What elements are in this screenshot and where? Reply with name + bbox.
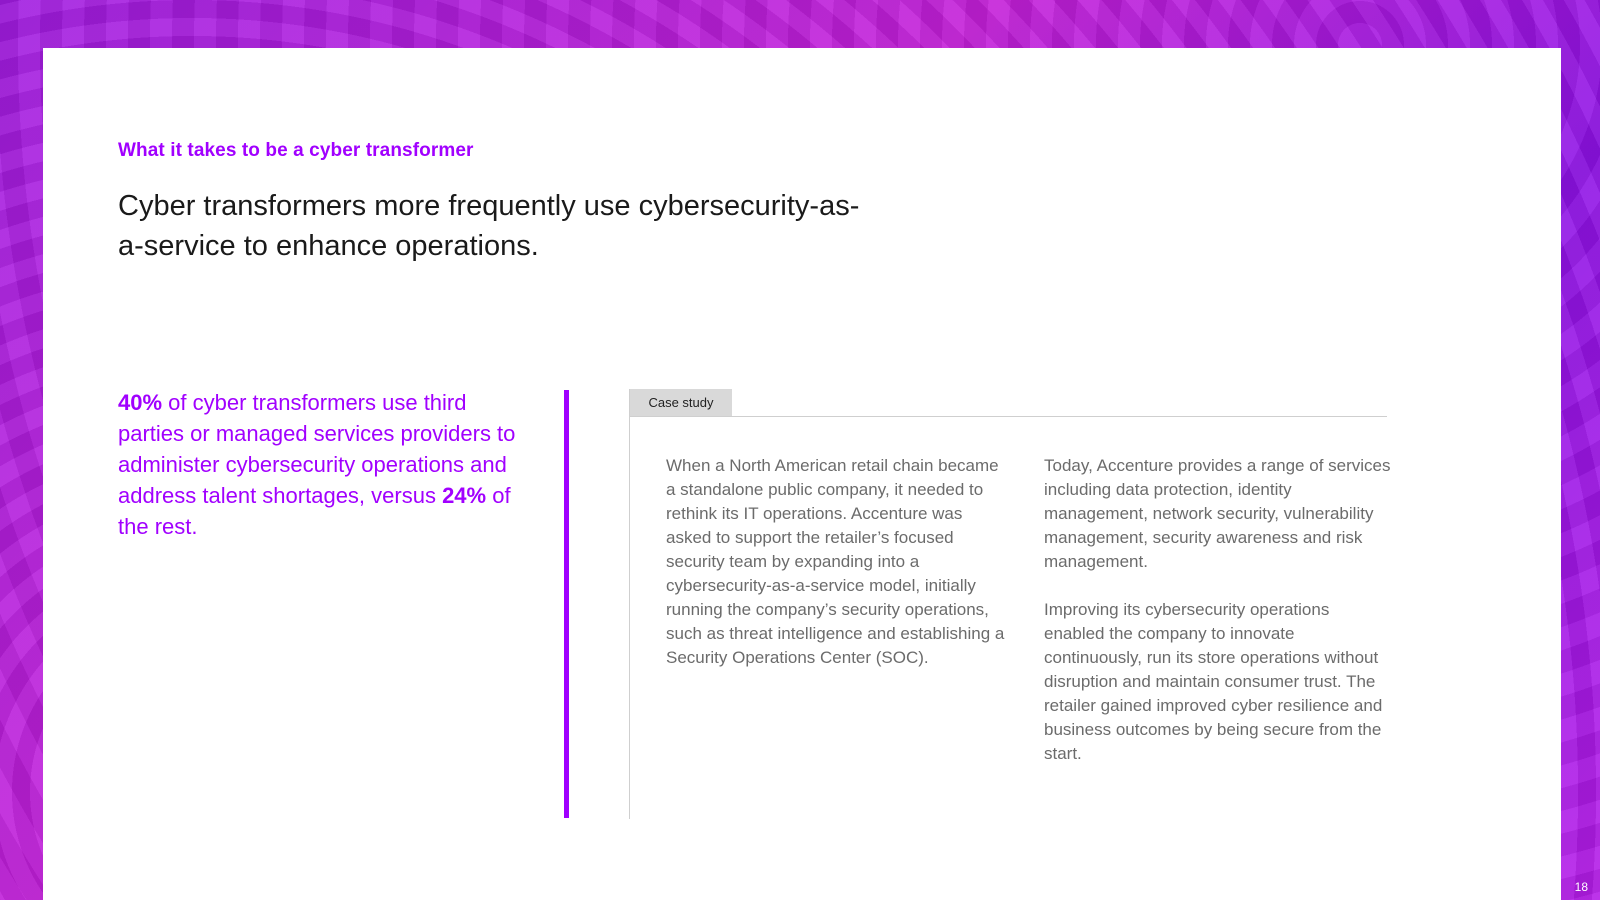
case-study-divider	[630, 416, 1387, 417]
stat-value-rest: 24%	[442, 483, 487, 508]
content-card	[43, 48, 1561, 900]
section-eyebrow: What it takes to be a cyber transformer	[118, 140, 474, 161]
case-study-right-column	[1044, 454, 1394, 790]
vertical-accent-divider	[564, 390, 569, 818]
stat-text-1: of cyber transformers use third parties or managed services providers to administer cybersecurity operations and address talent shortages, versus	[118, 390, 516, 508]
page-title: Cyber transformers more frequently use cybersecurity-as-a-service to enhance operations.	[118, 190, 860, 262]
case-study-right-paragraph-1: Today, Accenture provides a range of services including data protection, identity management, network security, vulnerability management, security awareness and risk management.	[1044, 456, 1391, 571]
key-statistic	[118, 387, 528, 542]
case-study-right-paragraph-2: Improving its cybersecurity operations enabled the company to innovate continuously, run its store operations without disruption and maintain consumer trust. The retailer gained improved cyber resilience and business outcomes by being secure from the start.	[1044, 600, 1383, 763]
case-study-tab: Case study	[630, 389, 732, 416]
stat-text-2: of the rest.	[118, 483, 511, 539]
case-study-left-paragraph: When a North American retail chain became a standalone public company, it needed to rethink its IT operations. Accenture was asked to support the retailer’s focused security team by expanding into a cybersecurity-as-a-service model, initially running the company’s security operations, such as threat intelligence and establishing a Security Operations Center (SOC).	[666, 456, 1005, 667]
page-number: 18	[1574, 880, 1588, 894]
stat-value-cyber-transformers: 40%	[118, 390, 163, 415]
case-study-left-column	[666, 454, 1006, 670]
case-study-panel	[629, 389, 1391, 819]
